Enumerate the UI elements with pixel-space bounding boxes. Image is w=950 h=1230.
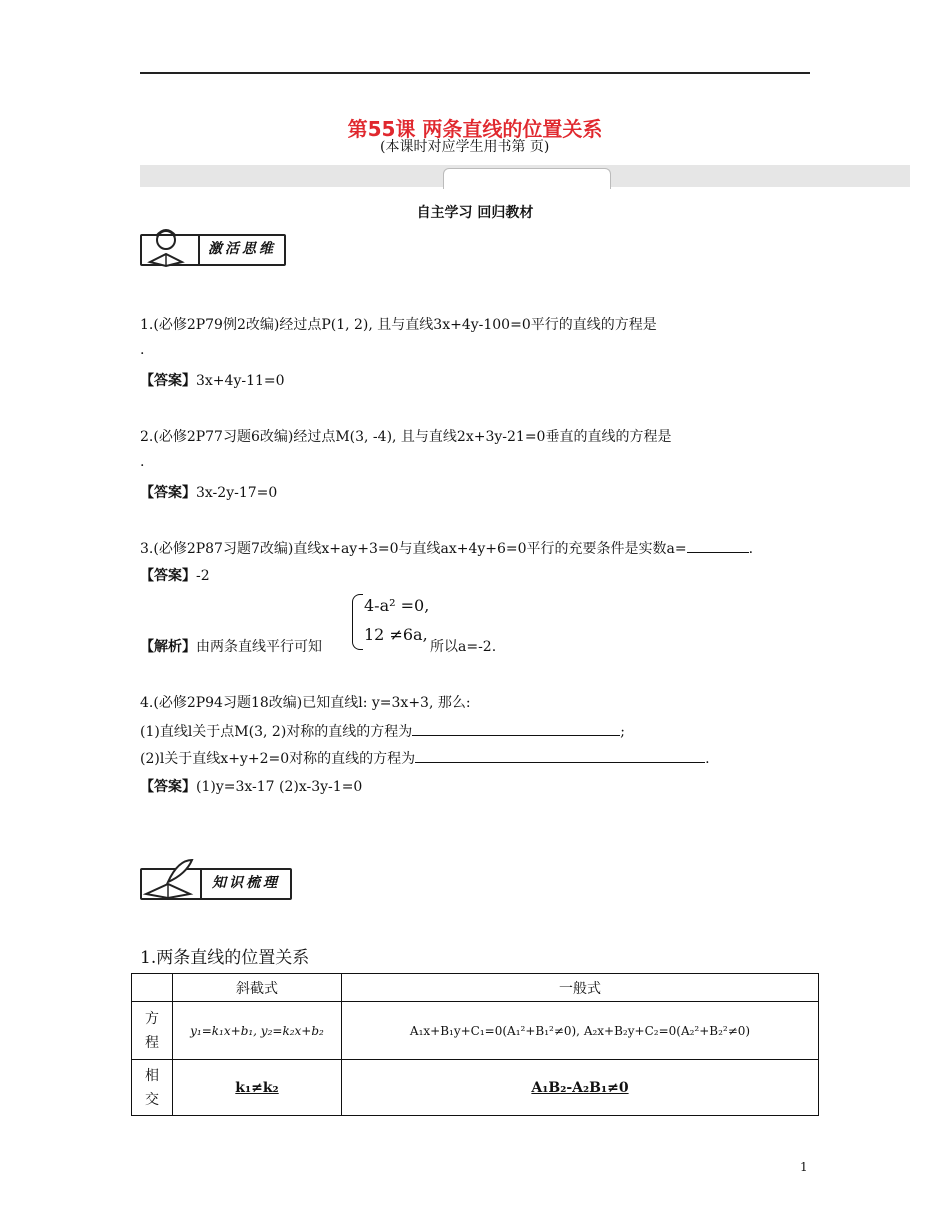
case-line-2: 12 ≠6a, xyxy=(364,625,428,644)
question-3-text: 3.(必修2P87习题7改编)直线x+ay+3=0与直线ax+4y+6=0平行的充要条件是实数a= xyxy=(140,541,687,557)
general-form-cell xyxy=(342,1060,819,1116)
activate-badge xyxy=(140,234,286,266)
answer-label: 【答案】 xyxy=(140,373,196,389)
case-line-1: 4-a² =0, xyxy=(364,596,430,615)
answer-label: 【答案】 xyxy=(140,568,196,584)
table-header-row xyxy=(132,974,819,1002)
answer-label: 【答案】 xyxy=(140,485,196,501)
page-subtitle: (本课时对应学生用书第 页) xyxy=(380,139,550,155)
answer-value: 3x+4y-11=0 xyxy=(196,373,285,389)
activate-badge-label: 激活思维 xyxy=(198,236,284,264)
question-3 xyxy=(140,538,753,558)
answer-value: 3x-2y-17=0 xyxy=(196,485,278,501)
top-rule xyxy=(140,72,810,74)
student-reading-icon xyxy=(144,228,196,270)
knowledge-badge xyxy=(140,868,292,900)
question-4-part-2 xyxy=(140,748,710,768)
answer-label: 【答案】 xyxy=(140,779,196,795)
answer-value: (1)y=3x-17 (2)x-3y-1=0 xyxy=(196,779,363,795)
question-1: 1.(必修2P79例2改编)经过点P(1, 2), 且与直线3x+4y-100=0平行的直线的方程是 xyxy=(140,317,657,333)
page-number: 1 xyxy=(800,1160,808,1174)
analysis-text: 由两条直线平行可知 xyxy=(196,639,322,655)
page-title: 第55课 两条直线的位置关系 xyxy=(347,117,603,141)
open-book-quill-icon xyxy=(142,858,200,902)
table-row xyxy=(132,1002,819,1060)
question-2: 2.(必修2P77习题6改编)经过点M(3, -4), 且与直线2x+3y-21=0垂直的直线的方程是 xyxy=(140,429,672,445)
part-2-text: (2)l关于直线x+y+2=0对称的直线的方程为 xyxy=(140,751,416,767)
answer-blank xyxy=(687,538,749,553)
question-4-part-1 xyxy=(140,721,625,741)
part-2-tail: . xyxy=(705,751,710,767)
answer-2 xyxy=(140,482,277,502)
section-heading: 自主学习 回归教材 xyxy=(416,205,534,221)
answer-blank xyxy=(412,721,620,736)
general-condition: A₁B₂-A₂B₁≠0 xyxy=(531,1079,629,1096)
table-header-cell xyxy=(132,974,173,1002)
question-2-tail: . xyxy=(140,454,145,470)
answer-3 xyxy=(140,565,210,585)
case-brace xyxy=(352,594,363,650)
row-label: 相交 xyxy=(132,1060,173,1116)
table-header-cell: 一般式 xyxy=(342,974,819,1002)
question-4: 4.(必修2P94习题18改编)已知直线l: y=3x+3, 那么: xyxy=(140,695,471,711)
answer-value: -2 xyxy=(196,568,210,584)
row-label: 方程 xyxy=(132,1002,173,1060)
knowledge-heading: 1.两条直线的位置关系 xyxy=(140,948,310,968)
slope-form-cell: y₁=k₁x+b₁, y₂=k₂x+b₂ xyxy=(173,1002,342,1060)
part-1-text: (1)直线l关于点M(3, 2)对称的直线的方程为 xyxy=(140,724,413,740)
analysis-label: 【解析】 xyxy=(140,639,196,655)
position-relation-table xyxy=(131,973,819,1116)
header-tab xyxy=(443,168,611,189)
answer-1 xyxy=(140,370,285,390)
general-form-cell: A₁x+B₁y+C₁=0(A₁²+B₁²≠0), A₂x+B₂y+C₂=0(A₂²+B₂²≠0) xyxy=(342,1002,819,1060)
analysis-3 xyxy=(140,636,322,656)
table-header-cell: 斜截式 xyxy=(173,974,342,1002)
question-1-tail: . xyxy=(140,342,145,358)
answer-4 xyxy=(140,776,362,796)
slope-condition: k₁≠k₂ xyxy=(235,1079,279,1096)
answer-blank xyxy=(415,748,705,763)
knowledge-badge-label: 知识梳理 xyxy=(200,870,290,898)
analysis-tail: 所以a=-2. xyxy=(430,639,497,655)
question-3-tail: . xyxy=(748,541,754,557)
part-1-tail: ; xyxy=(620,724,626,740)
table-row xyxy=(132,1060,819,1116)
slope-form-cell xyxy=(173,1060,342,1116)
